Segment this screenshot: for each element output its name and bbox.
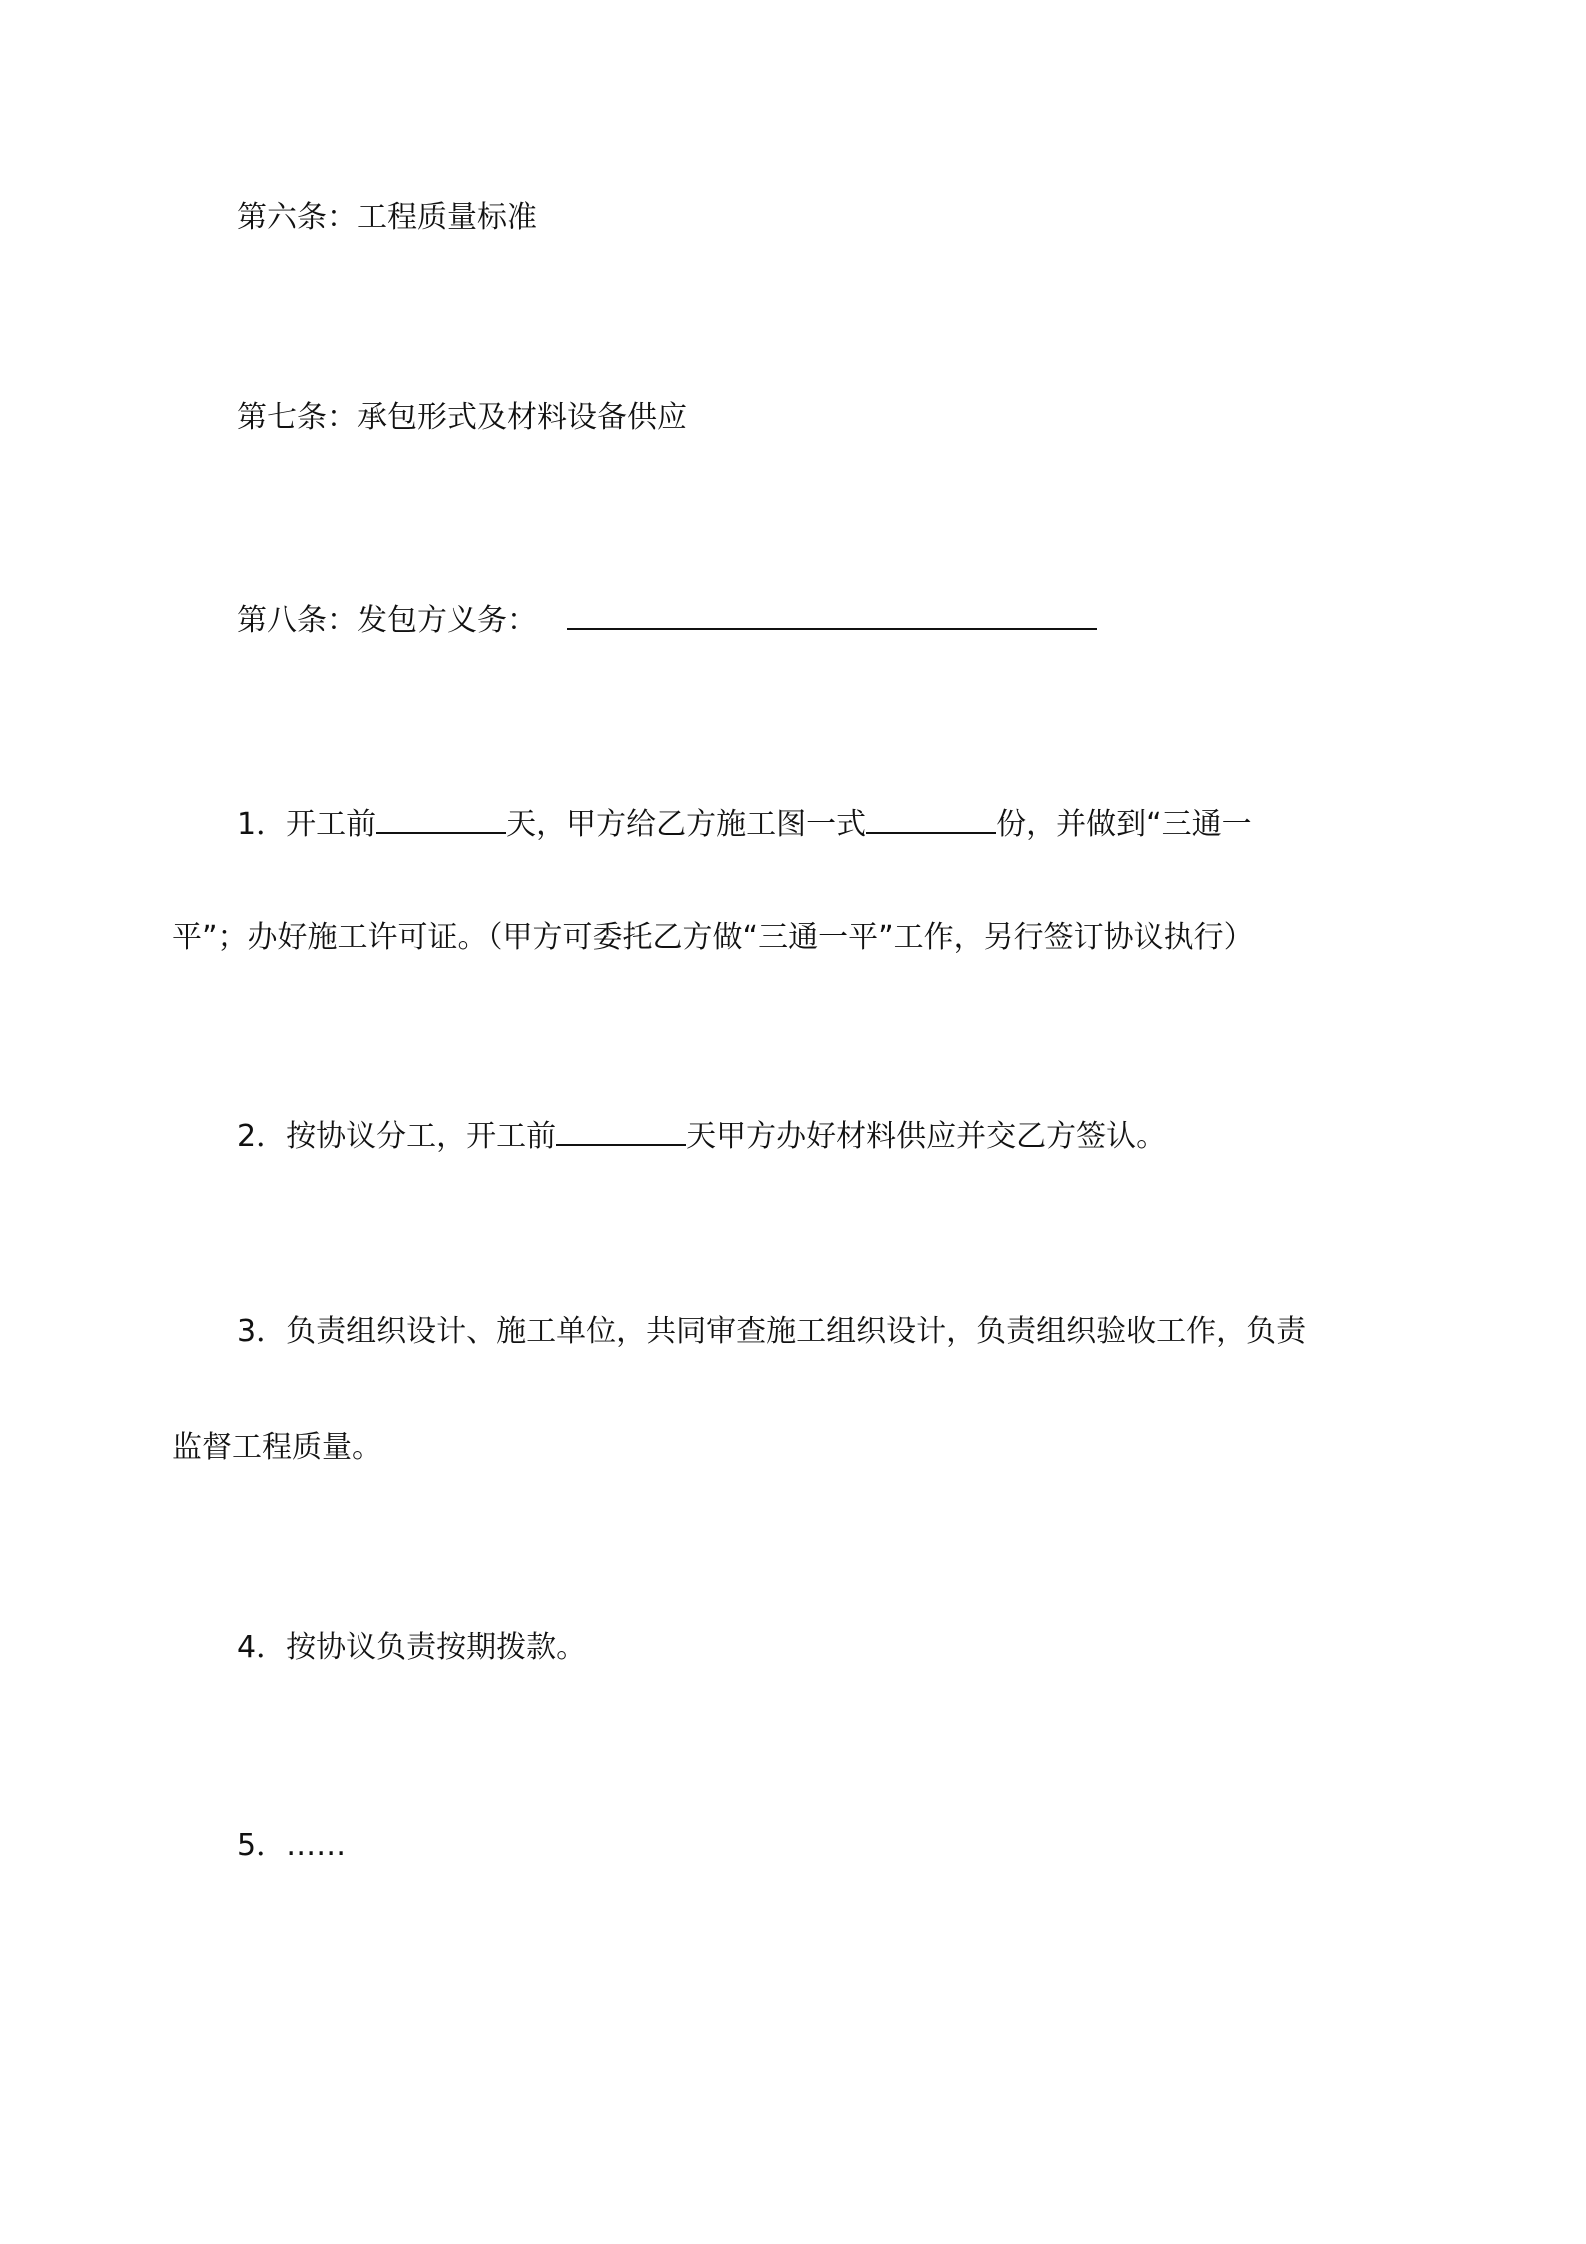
article-8-heading — [237, 598, 1097, 641]
item-1-number: 1． — [237, 807, 287, 842]
item-2 — [237, 1114, 1166, 1157]
item-4-text: 按协议负责按期拨款。 — [286, 1630, 587, 1665]
item-1-line-2 — [172, 918, 1254, 958]
item-3-text-line1: 负责组织设计、施工单位，共同审查施工组织设计，负责组织验收工作，负责 — [286, 1314, 1307, 1349]
article-7-text: 第七条：承包形式及材料设备供应 — [237, 400, 687, 435]
item-1-line-1 — [237, 802, 1252, 845]
article-6-text: 第六条：工程质量标准 — [237, 200, 537, 235]
item-3-number: 3． — [237, 1314, 287, 1349]
item-5-number: 5． — [237, 1828, 287, 1863]
item-5-text: …… — [286, 1828, 347, 1863]
article-8-blank-line[interactable] — [567, 598, 1097, 630]
item-1-days-blank[interactable] — [376, 802, 506, 834]
item-1-text-line2: 平”；办好施工许可证。（甲方可委托乙方做“三通一平”工作，另行签订协议执行） — [172, 920, 1254, 955]
item-1-text-a: 开工前 — [286, 807, 377, 842]
item-4-number: 4． — [237, 1630, 287, 1665]
article-8-text: 第八条：发包方义务： — [237, 603, 537, 638]
item-2-days-blank[interactable] — [556, 1114, 686, 1146]
item-1-copies-blank[interactable] — [866, 802, 996, 834]
item-3-line-2 — [172, 1428, 382, 1468]
item-2-text-b: 天甲方办好材料供应并交乙方签认。 — [686, 1119, 1167, 1154]
item-1-text-c: 份，并做到“三通一 — [996, 807, 1252, 842]
item-3-text-line2: 监督工程质量。 — [172, 1430, 382, 1465]
item-5 — [237, 1826, 346, 1866]
item-2-text-a: 按协议分工，开工前 — [286, 1119, 557, 1154]
item-3-line-1 — [237, 1312, 1306, 1352]
article-7-heading — [237, 398, 687, 438]
item-1-text-b: 天，甲方给乙方施工图一式 — [506, 807, 867, 842]
article-6-heading — [237, 198, 537, 238]
item-4 — [237, 1628, 586, 1668]
item-2-number: 2． — [237, 1119, 287, 1154]
